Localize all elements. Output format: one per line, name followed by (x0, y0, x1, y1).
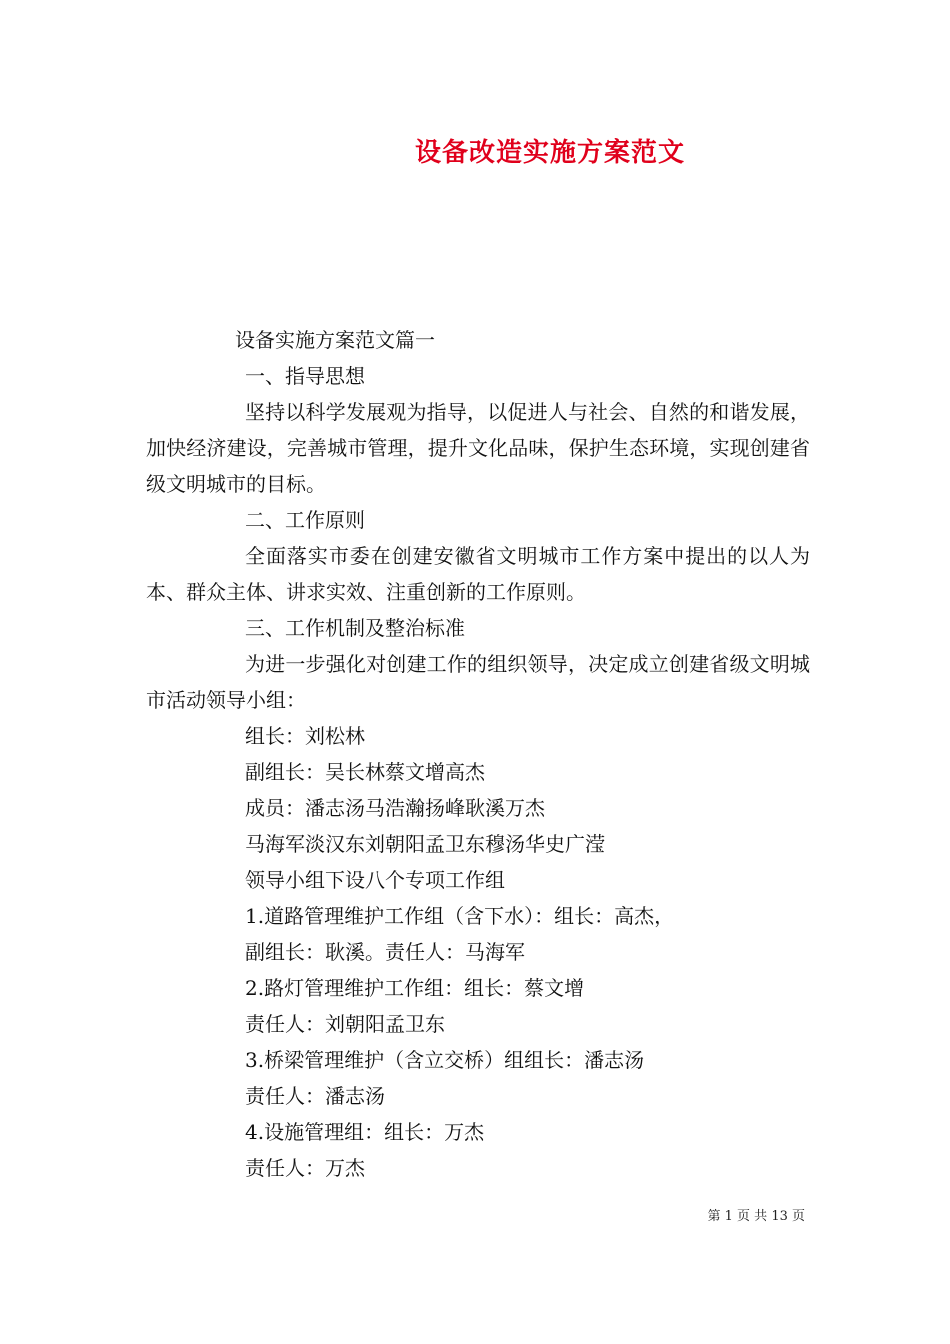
list-item: 副组长：耿溪。责任人：马海军 (245, 940, 525, 964)
section-2-paragraph: 全面落实市委在创建安徽省文明城市工作方案中提出的以人为本、群众主体、讲求实效、注重创新的工作原则。 (146, 544, 810, 604)
list-item: 马海军淡汉东刘朝阳孟卫东穆汤华史广滢 (245, 832, 605, 856)
page-number: 第 1 页 共 13 页 (707, 1209, 805, 1224)
section-1-paragraph: 坚持以科学发展观为指导，以促进人与社会、自然的和谐发展，加快经济建设，完善城市管理，提升文化品味，保护生态环境，实现创建省级文明城市的目标。 (146, 400, 810, 496)
list-item: 3.桥梁管理维护（含立交桥）组组长：潘志汤 (245, 1048, 645, 1072)
section-1-title: 一、指导思想 (245, 364, 365, 388)
list-item: 组长：刘松林 (245, 724, 365, 748)
list-item: 2.路灯管理维护工作组：组长：蔡文增 (245, 976, 585, 1000)
section-3-title: 三、工作机制及整治标准 (245, 616, 465, 640)
document-body (146, 322, 810, 1186)
section-heading: 设备实施方案范文篇一 (235, 328, 435, 352)
list-item: 领导小组下设八个专项工作组 (245, 868, 505, 892)
list-item: 1.道路管理维护工作组（含下水）：组长：高杰， (245, 904, 675, 928)
list-item: 责任人：刘朝阳孟卫东 (245, 1012, 445, 1036)
section-2-title: 二、工作原则 (245, 508, 365, 532)
list-item: 成员：潘志汤马浩瀚扬峰耿溪万杰 (245, 796, 545, 820)
section-3-paragraph: 为进一步强化对创建工作的组织领导，决定成立创建省级文明城市活动领导小组： (146, 652, 810, 712)
list-item: 责任人：万杰 (245, 1156, 365, 1180)
list-item: 4.设施管理组：组长：万杰 (245, 1120, 485, 1144)
document-title: 设备改造实施方案范文 (414, 138, 685, 168)
list-item: 副组长：吴长林蔡文增高杰 (245, 760, 485, 784)
list-item: 责任人：潘志汤 (245, 1084, 385, 1108)
